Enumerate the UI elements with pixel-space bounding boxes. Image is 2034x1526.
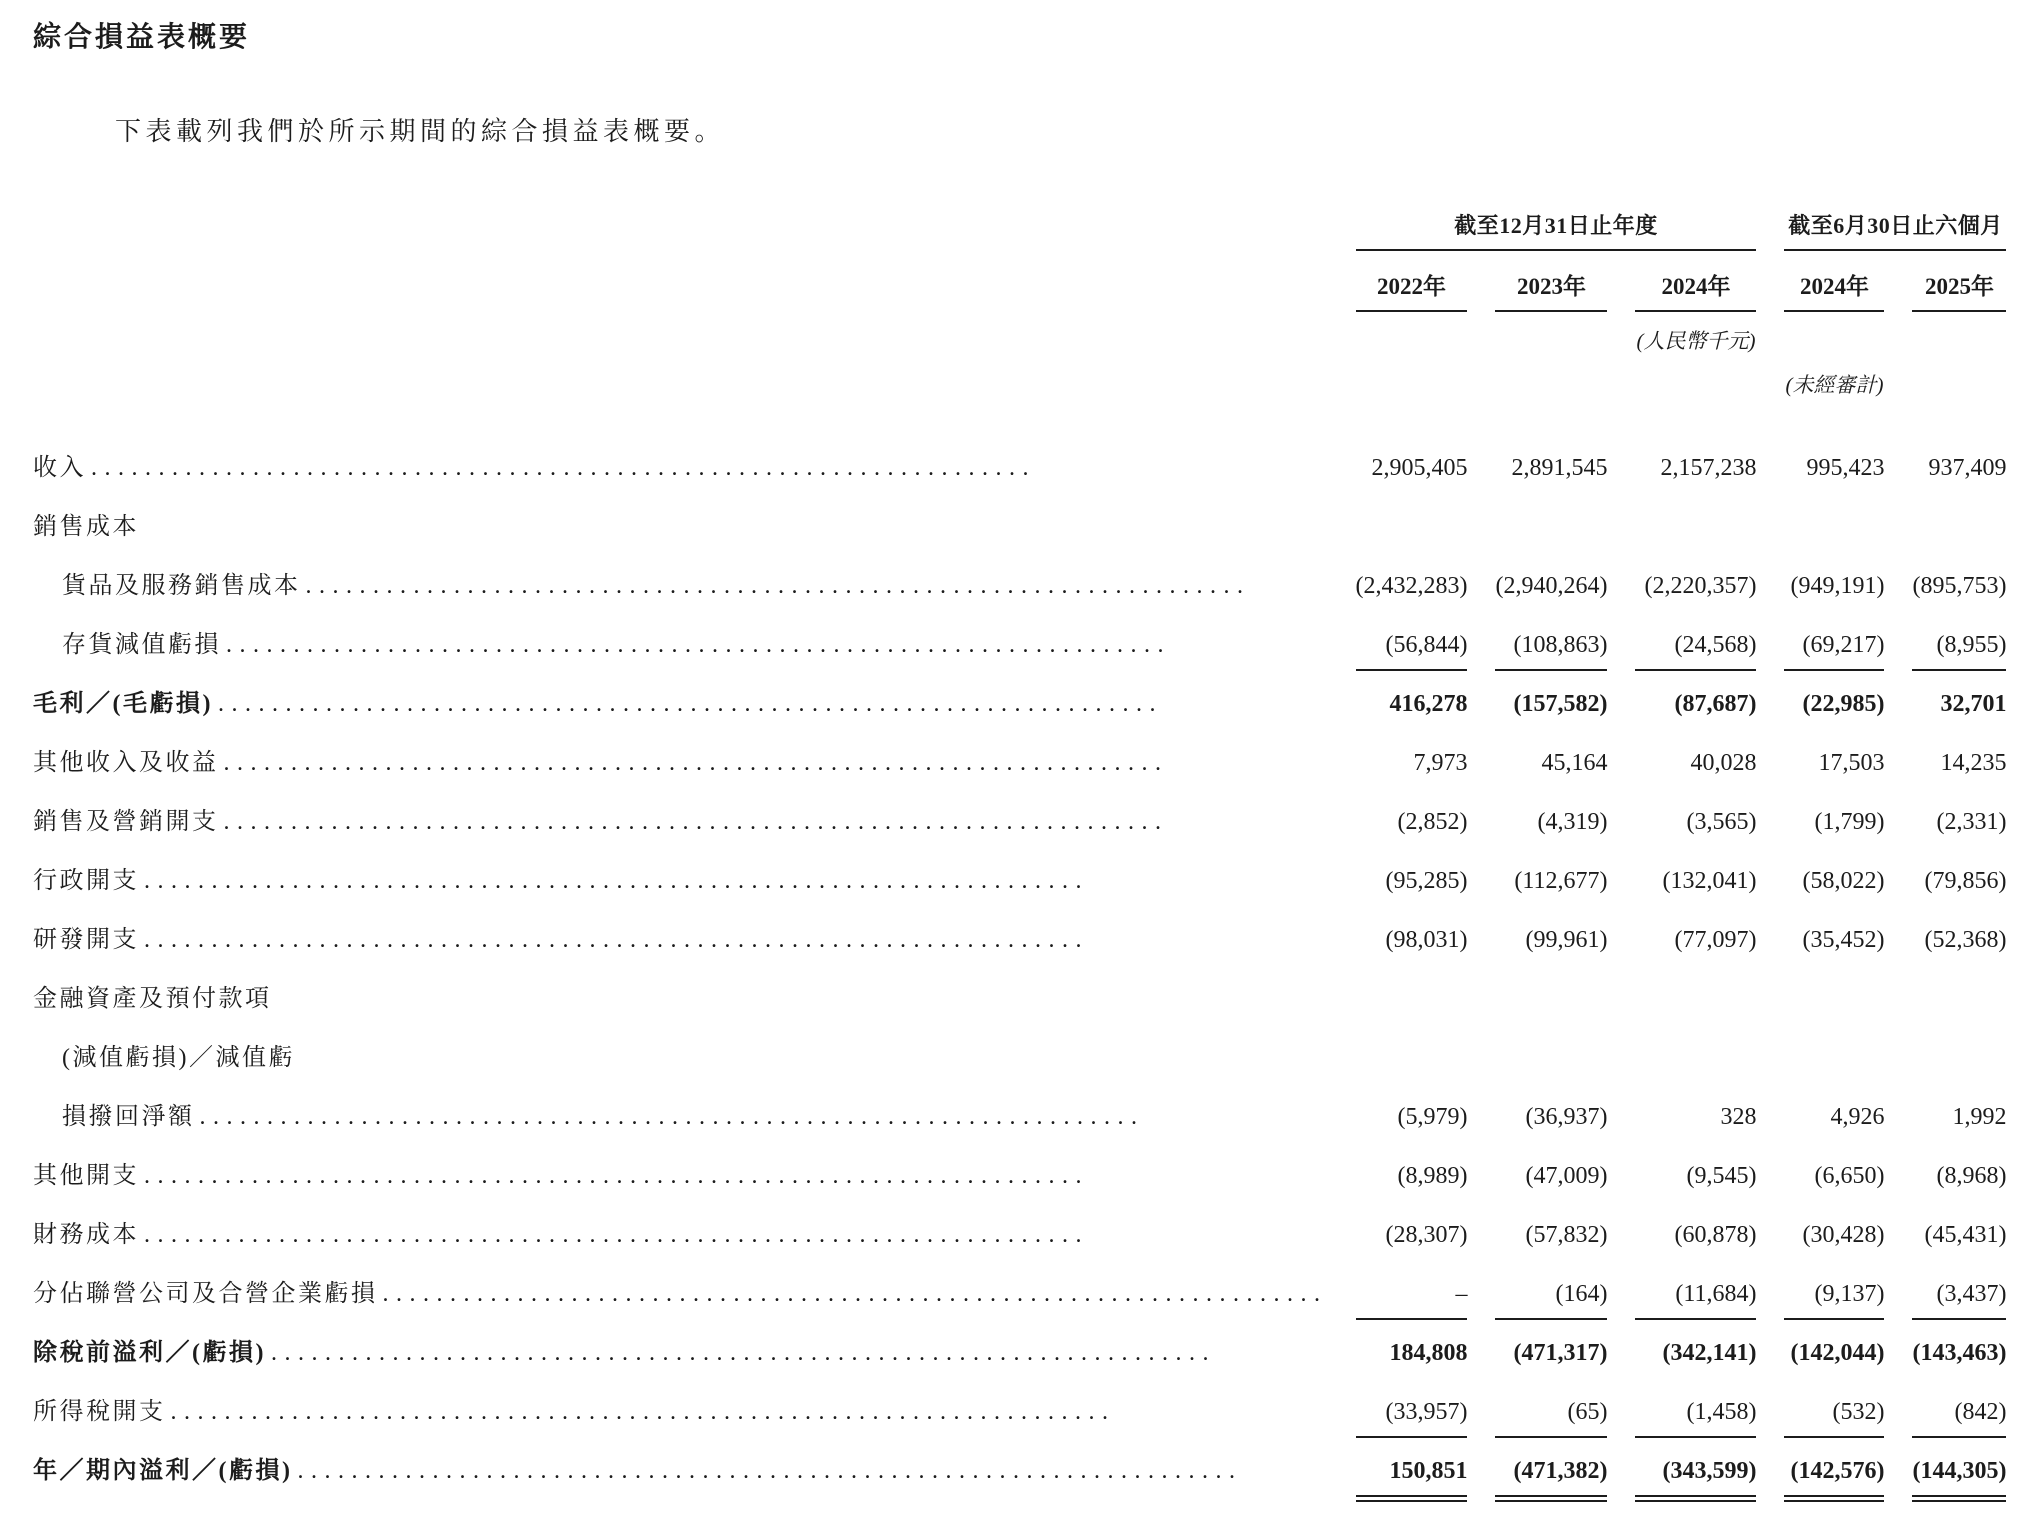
value-cell: (95,285) [1385, 867, 1468, 894]
dot-leader: ...................................................................... [144, 1221, 1089, 1248]
value-cell: (164) [1495, 1261, 1607, 1320]
row-label: 除稅前溢利／(虧損) [33, 1339, 266, 1366]
year-header-row [33, 251, 2006, 312]
table-row [33, 1025, 2006, 1084]
dot-leader: ...................................................................... [217, 690, 1163, 717]
value-cell: (6,650) [1814, 1162, 1885, 1189]
row-label-cell [33, 1379, 1328, 1438]
row-label-cell [33, 1320, 1328, 1379]
value-cell: 17,503 [1818, 749, 1885, 776]
value-cell: (108,863) [1495, 612, 1607, 671]
value-cell: (65) [1495, 1379, 1607, 1438]
value-cell: (142,576) [1784, 1438, 1884, 1502]
table-row [33, 1084, 2006, 1143]
row-label-cell [33, 494, 1328, 553]
value-cell: (4,319) [1537, 808, 1608, 835]
income-statement-table [5, 209, 2034, 1502]
table-row [33, 966, 2006, 1025]
row-label: 存貨減值虧損 [62, 631, 221, 658]
value-cell: (56,844) [1356, 612, 1468, 671]
value-cell: (52,368) [1924, 926, 2007, 953]
value-cell: (8,989) [1397, 1162, 1468, 1189]
dot-leader: ...................................................................... [223, 749, 1169, 776]
year-header-2025-interim: 2025年 [1912, 251, 2006, 312]
table-row [33, 1143, 2006, 1202]
table-row [33, 1261, 2006, 1320]
dot-leader: ...................................................................... [382, 1280, 1328, 1307]
empty-cell [1784, 312, 1884, 356]
row-label: 其他收入及收益 [33, 749, 219, 776]
value-cell [1784, 1025, 1884, 1084]
table-row [33, 671, 2006, 730]
value-cell: 45,164 [1541, 749, 1608, 776]
value-cell: (1,458) [1635, 1379, 1756, 1438]
row-label: 分佔聯營公司及合營企業虧損 [33, 1280, 378, 1307]
value-cell: 2,905,405 [1371, 454, 1468, 481]
dot-leader: ...................................................................... [170, 1398, 1116, 1425]
value-cell: (9,137) [1784, 1261, 1884, 1320]
value-cell: – [1356, 1261, 1468, 1320]
value-cell: (143,463) [1912, 1339, 2007, 1366]
value-cell [1635, 494, 1756, 553]
value-cell: (24,568) [1635, 612, 1756, 671]
period-group-interim: 截至6月30日止六個月 [1784, 209, 2006, 251]
table-row [33, 612, 2006, 671]
dot-leader: ...................................................................... [305, 572, 1251, 599]
empty-cell [1356, 356, 1468, 435]
row-label: 收入 [33, 454, 86, 481]
value-cell: (30,428) [1802, 1221, 1885, 1248]
value-cell: 184,808 [1389, 1339, 1468, 1366]
year-header-2024-interim: 2024年 [1784, 251, 1884, 312]
value-cell: (1,799) [1814, 808, 1885, 835]
value-cell: 7,973 [1413, 749, 1468, 776]
dot-leader: ...................................................................... [144, 1162, 1089, 1189]
dot-leader: ...................................................................... [270, 1339, 1216, 1366]
value-cell: (2,852) [1397, 808, 1468, 835]
empty-cell [33, 251, 1328, 312]
dot-leader: ...................................................................... [144, 867, 1089, 894]
value-cell: (2,220,357) [1644, 572, 1757, 599]
page-title: 綜合損益表概要 [33, 21, 251, 52]
row-label-cell [33, 1202, 1328, 1261]
value-cell [1784, 494, 1884, 553]
value-cell [1356, 1025, 1468, 1084]
value-cell: (842) [1912, 1379, 2006, 1438]
value-cell: (60,878) [1674, 1221, 1757, 1248]
value-cell: (47,009) [1525, 1162, 1608, 1189]
value-cell: (895,753) [1912, 572, 2007, 599]
period-group-row [33, 209, 2006, 251]
currency-note-row [33, 312, 2006, 356]
value-cell: (112,677) [1514, 867, 1608, 894]
value-cell: 416,278 [1389, 690, 1468, 717]
value-cell: (471,317) [1513, 1339, 1608, 1366]
dot-leader: ...................................................................... [91, 454, 1036, 481]
value-cell: (69,217) [1784, 612, 1884, 671]
value-cell: 32,701 [1940, 690, 2007, 717]
value-cell [1912, 1025, 2006, 1084]
value-cell: (142,044) [1790, 1339, 1885, 1366]
value-cell: (144,305) [1912, 1438, 2006, 1502]
value-cell: (8,968) [1936, 1162, 2007, 1189]
value-cell: (342,141) [1662, 1339, 1757, 1366]
table-row [33, 553, 2006, 612]
row-label-cell [33, 730, 1328, 789]
value-cell: (9,545) [1686, 1162, 1757, 1189]
value-cell: 4,926 [1830, 1103, 1885, 1130]
row-label: 財務成本 [33, 1221, 139, 1248]
row-label: 銷售及營銷開支 [33, 808, 219, 835]
year-header-2022: 2022年 [1356, 251, 1468, 312]
value-cell [1356, 966, 1468, 1025]
value-cell [1912, 966, 2006, 1025]
dot-leader: ...................................................................... [199, 1103, 1145, 1130]
value-cell: (22,985) [1802, 690, 1885, 717]
value-cell: (532) [1784, 1379, 1884, 1438]
empty-cell [1635, 356, 1756, 435]
value-cell: (2,331) [1936, 808, 2007, 835]
table-row [33, 1320, 2006, 1379]
value-cell: (3,565) [1686, 808, 1757, 835]
row-label-cell [33, 553, 1328, 612]
value-cell [1635, 966, 1756, 1025]
value-cell: (343,599) [1635, 1438, 1756, 1502]
value-cell: (87,687) [1674, 690, 1757, 717]
year-header-2024: 2024年 [1635, 251, 1756, 312]
dot-leader: ...................................................................... [297, 1457, 1243, 1484]
row-label-cell [33, 907, 1328, 966]
value-cell: (77,097) [1674, 926, 1757, 953]
year-header-2023: 2023年 [1495, 251, 1607, 312]
value-cell: 937,409 [1928, 454, 2007, 481]
value-cell: (2,940,264) [1495, 572, 1608, 599]
unaudited-note-row [33, 356, 2006, 435]
value-cell: (157,582) [1513, 690, 1608, 717]
dot-leader: ...................................................................... [223, 808, 1169, 835]
row-label: 毛利／(毛虧損) [33, 690, 213, 717]
table-row [33, 1379, 2006, 1438]
value-cell: 40,028 [1690, 749, 1757, 776]
table-row [33, 494, 2006, 553]
empty-cell [1495, 312, 1607, 356]
value-cell [1356, 494, 1468, 553]
value-cell: (949,191) [1790, 572, 1885, 599]
row-label-cell [33, 848, 1328, 907]
value-cell: 2,891,545 [1511, 454, 1608, 481]
period-group-annual: 截至12月31日止年度 [1356, 209, 1757, 251]
dot-leader: ...................................................................... [144, 926, 1089, 953]
value-cell: (58,022) [1802, 867, 1885, 894]
value-cell: 2,157,238 [1660, 454, 1757, 481]
value-cell: (33,957) [1356, 1379, 1468, 1438]
value-cell: (3,437) [1912, 1261, 2006, 1320]
value-cell [1912, 494, 2006, 553]
table-row [33, 730, 2006, 789]
row-label-cell [33, 966, 1328, 1025]
row-label: 研發開支 [33, 926, 139, 953]
value-cell: (11,684) [1635, 1261, 1756, 1320]
value-cell: (57,832) [1525, 1221, 1608, 1248]
value-cell: (36,937) [1525, 1103, 1608, 1130]
value-cell: (35,452) [1802, 926, 1885, 953]
row-label-cell [33, 789, 1328, 848]
empty-cell [1912, 356, 2006, 435]
value-cell: (5,979) [1397, 1103, 1468, 1130]
value-cell [1495, 966, 1607, 1025]
dot-leader: ...................................................................... [226, 631, 1171, 658]
value-cell [1784, 966, 1884, 1025]
row-label-cell [33, 1084, 1328, 1143]
table-row [33, 848, 2006, 907]
value-cell: (471,382) [1495, 1438, 1607, 1502]
empty-cell [33, 356, 1328, 435]
intro-paragraph: 下表載列我們於所示期間的綜合損益表概要。 [115, 116, 726, 146]
value-cell: 995,423 [1806, 454, 1885, 481]
empty-cell [33, 209, 1328, 251]
row-label-cell [33, 1261, 1328, 1320]
value-cell: 328 [1720, 1103, 1757, 1130]
row-label-cell [33, 671, 1328, 730]
row-label: 銷售成本 [33, 513, 139, 540]
row-label: 損撥回淨額 [62, 1103, 195, 1130]
value-cell: (98,031) [1385, 926, 1468, 953]
empty-cell [1356, 312, 1468, 356]
value-cell: (99,961) [1525, 926, 1608, 953]
value-cell: (2,432,283) [1355, 572, 1468, 599]
table-row [33, 907, 2006, 966]
row-label: 其他開支 [33, 1162, 139, 1189]
row-label: 貨品及服務銷售成本 [62, 572, 301, 599]
row-label: 行政開支 [33, 867, 139, 894]
value-cell [1495, 1025, 1607, 1084]
row-label-cell [33, 1438, 1328, 1502]
value-cell: 14,235 [1940, 749, 2007, 776]
unaudited-note: (未經審計) [1785, 372, 1884, 397]
value-cell: (79,856) [1924, 867, 2007, 894]
empty-cell [33, 312, 1328, 356]
table-row [33, 789, 2006, 848]
value-cell [1635, 1025, 1756, 1084]
currency-unit-note: (人民幣千元) [1636, 328, 1756, 353]
row-label-cell [33, 612, 1328, 671]
value-cell: (132,041) [1662, 867, 1757, 894]
table-row [33, 1438, 2006, 1502]
row-label-cell [33, 435, 1328, 494]
empty-cell [1495, 356, 1607, 435]
value-cell: 150,851 [1356, 1438, 1468, 1502]
row-label: (減值虧損)／減值虧 [62, 1044, 295, 1071]
empty-cell [1912, 312, 2006, 356]
value-cell: 1,992 [1952, 1103, 2007, 1130]
row-label: 所得稅開支 [33, 1398, 166, 1425]
row-label: 年／期內溢利／(虧損) [33, 1457, 293, 1484]
row-label: 金融資產及預付款項 [33, 985, 272, 1012]
value-cell: (45,431) [1924, 1221, 2007, 1248]
table-row [33, 435, 2006, 494]
table-row [33, 1202, 2006, 1261]
value-cell: (28,307) [1385, 1221, 1468, 1248]
row-label-cell [33, 1143, 1328, 1202]
value-cell: (8,955) [1912, 612, 2006, 671]
value-cell [1495, 494, 1607, 553]
row-label-cell [33, 1025, 1328, 1084]
